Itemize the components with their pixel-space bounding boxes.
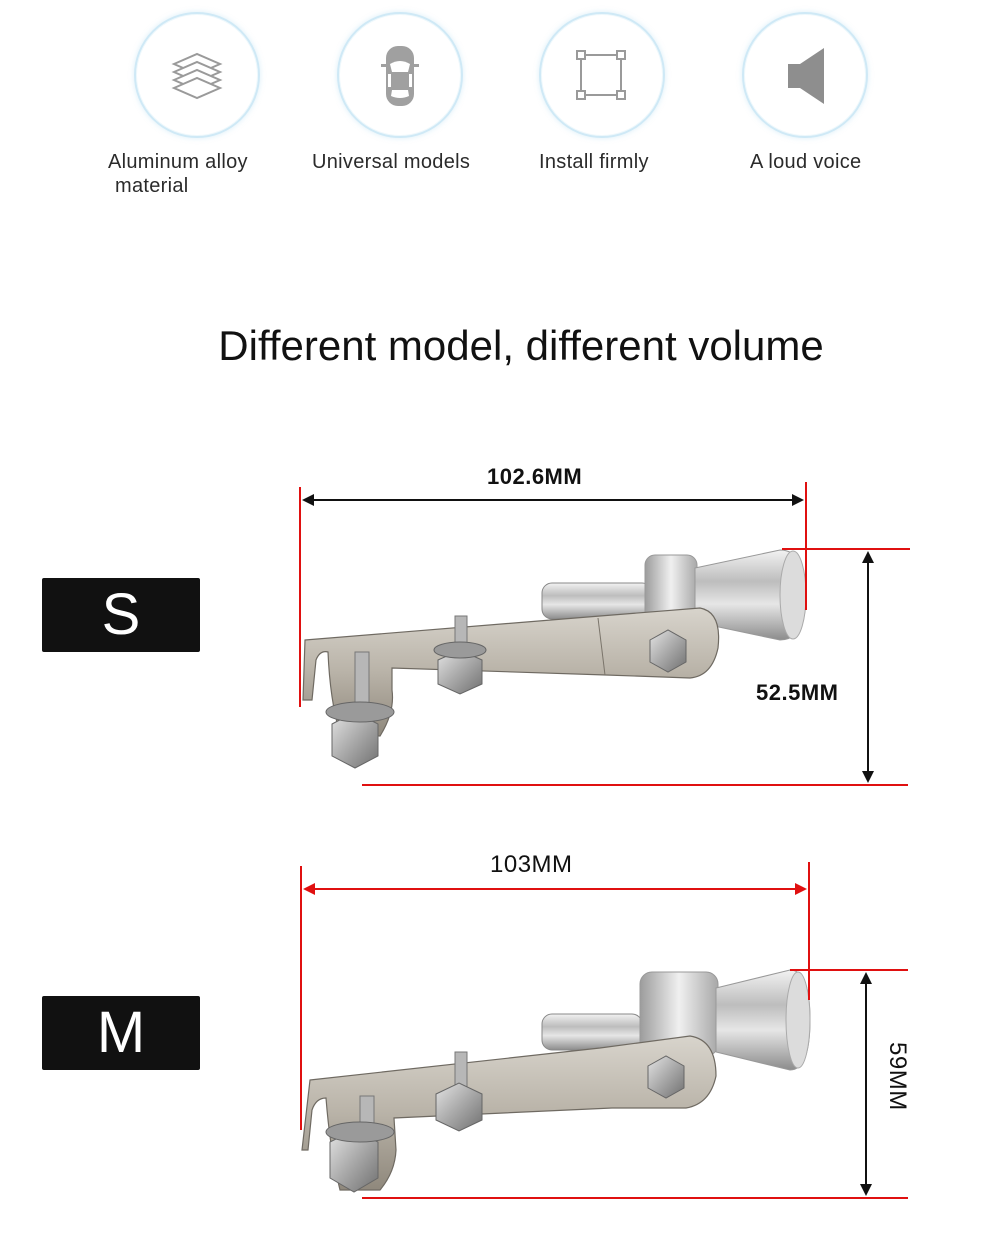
feature-label-line: Aluminum alloy [108,151,248,173]
feature-label-line: material [115,175,189,197]
dimension-length-m: 103MM [490,851,573,878]
feature-label-line: Universal models [312,151,471,173]
feature-label-line: Install firmly [539,151,649,173]
dimension-height-m: 59MM [884,1042,911,1111]
size-badge-label: M [96,1000,146,1065]
size-badge-label: S [101,582,141,647]
product-m [301,862,908,1198]
dimension-height-s: 52.5MM [756,680,839,705]
dimension-length-s: 102.6MM [487,464,583,489]
page-title: Different model, different volume [218,322,824,369]
feature-label-line: A loud voice [750,151,862,173]
product-s [300,482,910,785]
